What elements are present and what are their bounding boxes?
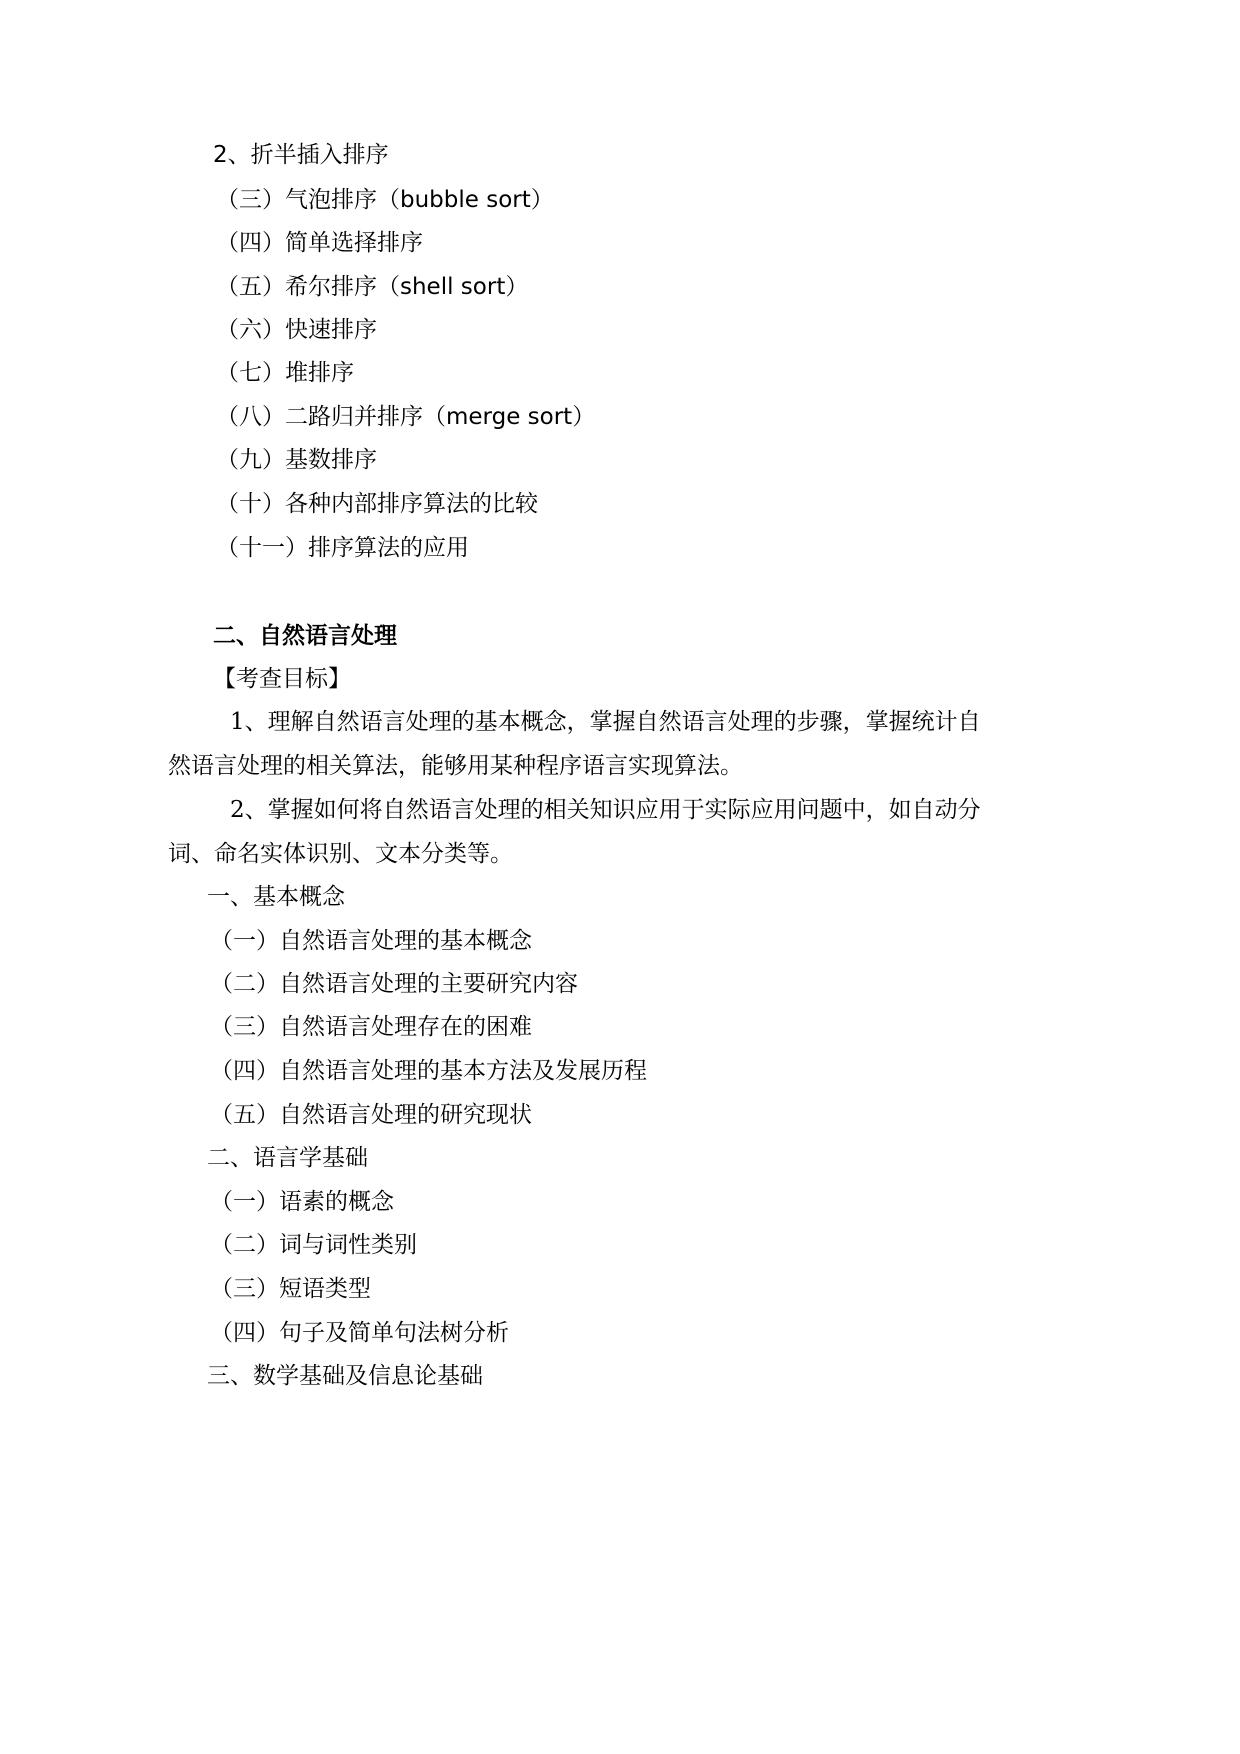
list-item: （七）堆排序 [216,360,354,386]
list-item: （四）简单选择排序 [216,230,423,256]
list-item: （二）词与词性类别 [210,1232,417,1258]
list-item: （一）语素的概念 [210,1189,394,1215]
list-item: （一）自然语言处理的基本概念 [210,928,532,954]
objectives-label: 【考查目标】 [213,666,351,692]
list-item: （三）自然语言处理存在的困难 [210,1014,532,1040]
list-item: （三）短语类型 [210,1276,371,1302]
list-item: （三）气泡排序（bubble sort） [216,187,554,213]
list-item: （四）句子及简单句法树分析 [210,1320,509,1346]
chapter-title: 二、语言学基础 [207,1145,368,1171]
section-title: 二、自然语言处理 [213,623,397,649]
objective-2-line2: 词、命名实体识别、文本分类等。 [168,841,513,867]
objective-2-line1: 2、掌握如何将自然语言处理的相关知识应用于实际应用问题中，如自动分 [230,797,981,823]
objective-1-line1: 1、理解自然语言处理的基本概念，掌握自然语言处理的步骤，掌握统计自 [230,709,981,735]
list-item: （六）快速排序 [216,317,377,343]
list-item: （十一）排序算法的应用 [216,535,469,561]
list-item: （五）希尔排序（shell sort） [216,274,529,300]
list-item: （五）自然语言处理的研究现状 [210,1102,532,1128]
chapter-title: 三、数学基础及信息论基础 [207,1363,483,1389]
list-item: （九）基数排序 [216,447,377,473]
sub-item-binary-insertion-sort: 2、折半插入排序 [213,142,389,168]
objective-1-line2: 然语言处理的相关算法，能够用某种程序语言实现算法。 [168,753,743,779]
list-item: （八）二路归并排序（merge sort） [216,404,596,430]
list-item: （二）自然语言处理的主要研究内容 [210,971,578,997]
list-item: （十）各种内部排序算法的比较 [216,491,538,517]
list-item: （四）自然语言处理的基本方法及发展历程 [210,1058,647,1084]
chapter-title: 一、基本概念 [207,884,345,910]
